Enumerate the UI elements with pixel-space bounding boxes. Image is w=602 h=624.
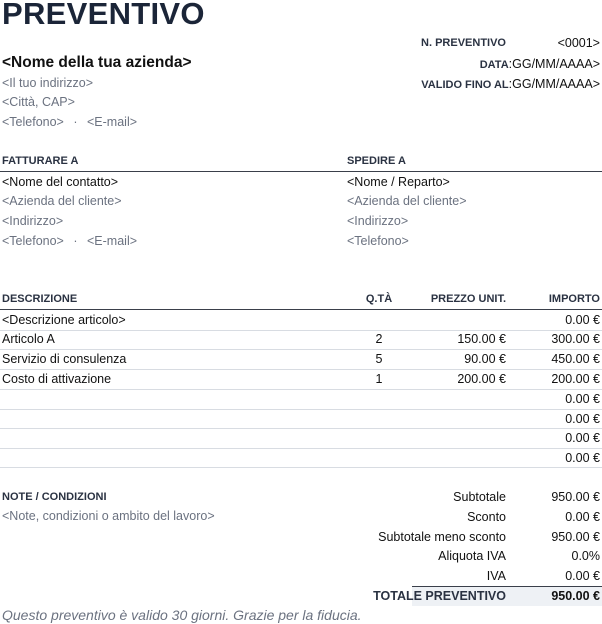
row-qty: 1 bbox=[375, 372, 383, 386]
company-email: <E-mail> bbox=[87, 115, 138, 129]
row-description: Articolo A bbox=[2, 332, 55, 346]
row-price: 150.00 € bbox=[457, 332, 506, 346]
quote-valid-label: VALIDO FINO AL bbox=[421, 79, 509, 91]
address-divider bbox=[0, 171, 602, 172]
page-title: PREVENTIVO bbox=[2, 0, 205, 31]
row-amount: 0.00 € bbox=[565, 431, 600, 445]
notes-header: NOTE / CONDIZIONI bbox=[2, 491, 107, 503]
summary-value: 0.00 € bbox=[565, 569, 600, 583]
col-price-header: PREZZO UNIT. bbox=[430, 293, 506, 305]
bill-to-contact-line bbox=[2, 234, 137, 248]
total-label: TOTALE PREVENTIVO bbox=[373, 589, 506, 603]
row-amount: 450.00 € bbox=[551, 352, 600, 366]
company-contact-line bbox=[2, 115, 137, 129]
quote-date-label: DATA bbox=[479, 59, 509, 71]
notes-text: <Note, condizioni o ambito del lavoro> bbox=[2, 509, 215, 523]
row-divider bbox=[0, 467, 602, 468]
row-amount: 0.00 € bbox=[565, 313, 600, 327]
col-qty-header: Q.TÀ bbox=[365, 293, 393, 305]
total-value: 950.00 € bbox=[551, 589, 600, 603]
footer-note: Questo preventivo è valido 30 giorni. Grazie per la fiducia. bbox=[2, 607, 362, 623]
quote-number-value: <0001> bbox=[557, 36, 600, 50]
ship-to-name: <Nome / Reparto> bbox=[347, 175, 450, 189]
row-divider bbox=[0, 448, 602, 449]
col-description-header: DESCRIZIONE bbox=[2, 293, 78, 305]
summary-label: Subtotale meno sconto bbox=[378, 530, 506, 544]
row-divider bbox=[0, 409, 602, 410]
bill-to-separator: · bbox=[73, 234, 78, 248]
company-city: <Città, CAP> bbox=[2, 95, 75, 109]
company-name: <Nome della tua azienda> bbox=[2, 54, 192, 71]
bill-to-contact: <Nome del contatto> bbox=[2, 175, 119, 189]
ship-to-company: <Azienda del cliente> bbox=[347, 194, 467, 208]
quote-valid-value: :GG/MM/AAAA> bbox=[508, 77, 600, 91]
row-description: Servizio di consulenza bbox=[2, 352, 127, 366]
ship-to-address: <Indirizzo> bbox=[347, 214, 409, 228]
row-price: 90.00 € bbox=[464, 352, 506, 366]
row-divider bbox=[0, 428, 602, 429]
company-address: <Il tuo indirizzo> bbox=[2, 76, 94, 90]
row-amount: 0.00 € bbox=[565, 412, 600, 426]
bill-to-phone: <Telefono> bbox=[2, 234, 64, 248]
row-description: Costo di attivazione bbox=[2, 372, 112, 386]
row-qty: 5 bbox=[375, 352, 383, 366]
ship-to-phone: <Telefono> bbox=[347, 234, 409, 248]
summary-label: Aliquota IVA bbox=[438, 549, 506, 563]
row-price: 200.00 € bbox=[457, 372, 506, 386]
summary-label: Subtotale bbox=[453, 490, 506, 504]
row-amount: 200.00 € bbox=[551, 372, 600, 386]
quote-date-value: :GG/MM/AAAA> bbox=[508, 57, 600, 71]
bill-to-header: FATTURARE A bbox=[2, 155, 79, 167]
quote-number-label: N. PREVENTIVO bbox=[421, 37, 506, 49]
row-amount: 300.00 € bbox=[551, 332, 600, 346]
summary-value: 0.0% bbox=[571, 549, 600, 563]
row-qty: 2 bbox=[375, 332, 383, 346]
bill-to-address: <Indirizzo> bbox=[2, 214, 64, 228]
bill-to-email: <E-mail> bbox=[87, 234, 138, 248]
row-amount: 0.00 € bbox=[565, 451, 600, 465]
company-separator: · bbox=[73, 115, 78, 129]
summary-value: 950.00 € bbox=[551, 490, 600, 504]
company-phone: <Telefono> bbox=[2, 115, 64, 129]
bill-to-company: <Azienda del cliente> bbox=[2, 194, 122, 208]
row-description: <Descrizione articolo> bbox=[2, 313, 126, 327]
row-divider bbox=[0, 330, 602, 331]
row-divider bbox=[0, 389, 602, 390]
table-header-divider bbox=[0, 309, 602, 310]
quote-date-line bbox=[480, 55, 600, 73]
summary-label: Sconto bbox=[467, 510, 506, 524]
row-amount: 0.00 € bbox=[565, 392, 600, 406]
summary-label: IVA bbox=[486, 569, 506, 583]
ship-to-header: SPEDIRE A bbox=[347, 155, 406, 167]
col-amount-header: IMPORTO bbox=[548, 293, 600, 305]
summary-value: 950.00 € bbox=[551, 530, 600, 544]
row-divider bbox=[0, 369, 602, 370]
quote-valid-line bbox=[421, 75, 600, 93]
summary-value: 0.00 € bbox=[565, 510, 600, 524]
row-divider bbox=[0, 349, 602, 350]
